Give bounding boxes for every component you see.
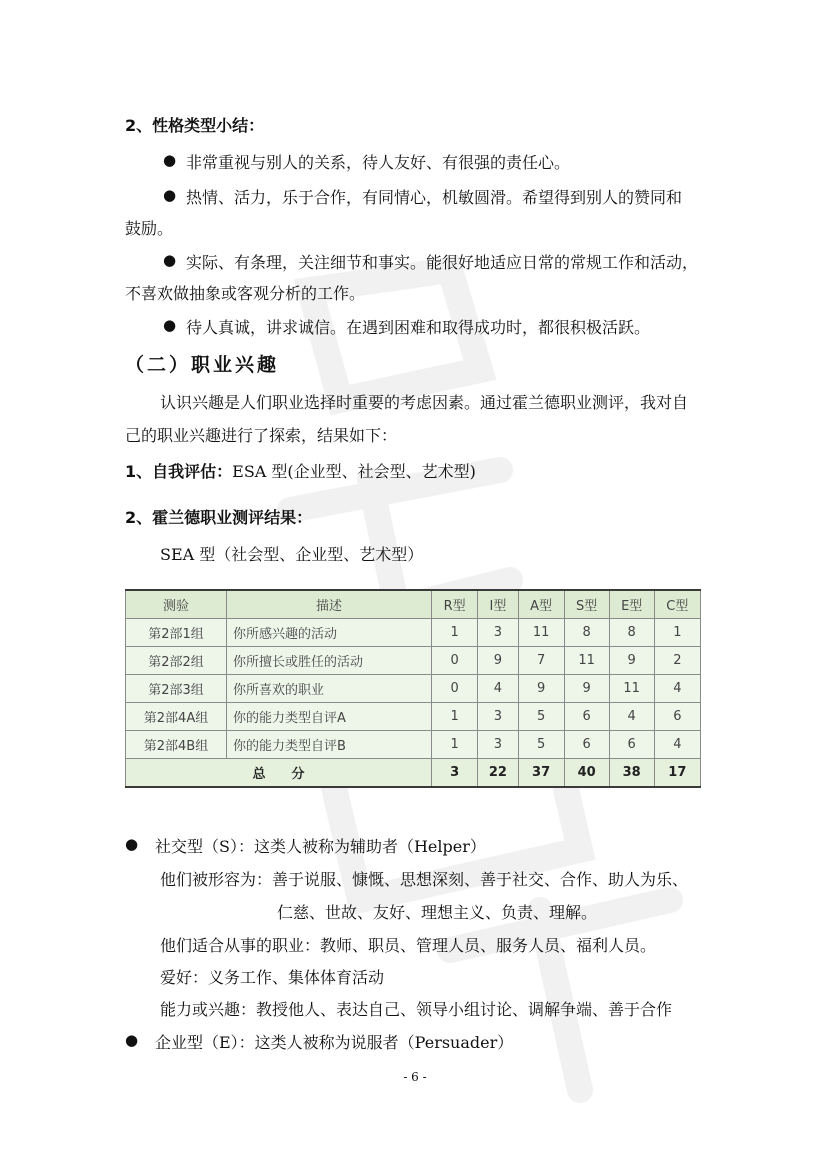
total-c: 17 [654,759,700,788]
enterprise-type-title: 企业型（E）：这类人被称为说服者（Persuader） [155,1033,514,1052]
desc-cell: 你所擅长或胜任的活动 [227,647,432,675]
score-c: 4 [654,731,700,759]
score-r: 0 [432,675,478,703]
summary-bullet-1: 非常重视与别人的关系，待人友好、有很强的责任心。 [186,153,571,172]
score-r: 1 [432,619,478,647]
score-i: 3 [478,619,518,647]
table-row [126,675,701,703]
holland-results-table [125,589,701,788]
score-s: 6 [564,703,609,731]
score-a: 11 [518,619,564,647]
summary-bullet-2-cont: 鼓励。 [125,219,174,238]
score-e: 9 [609,647,654,675]
table-row [126,731,701,759]
header-cell: C型 [654,590,700,619]
self-evaluation [125,459,476,482]
total-s: 40 [564,759,609,788]
summary-bullet-3: 实际、有条理，关注细节和事实。能很好地适应日常的常规工作和活动， [186,253,699,272]
score-c: 1 [654,619,700,647]
desc-cell: 你的能力类型自评B [227,731,432,759]
social-abilities: 能力或兴趣：教授他人、表达自己、领导小组讨论、调解争端、善于合作 [160,1000,673,1019]
score-c: 6 [654,703,700,731]
score-i: 3 [478,703,518,731]
score-i: 3 [478,731,518,759]
total-row [126,759,701,788]
desc-cell: 你的能力类型自评A [227,703,432,731]
self-eval-label: 1、自我评估： [125,462,233,481]
table-header-row [126,590,701,619]
intro-paragraph: 认识兴趣是人们职业选择时重要的考虑因素。通过霍兰德职业测评，我对自 [160,393,689,412]
header-cell: A型 [518,590,564,619]
score-r: 1 [432,731,478,759]
total-i: 22 [478,759,518,788]
bullet-dot: ● [163,251,177,269]
header-cell: I型 [478,590,518,619]
score-i: 9 [478,647,518,675]
table-row [126,619,701,647]
table-row [126,703,701,731]
total-e: 38 [609,759,654,788]
total-label: 总 分 [126,759,432,788]
summary-bullet-4: 待人真诚，讲求诚信。在遇到困难和取得成功时，都很积极活跃。 [186,318,651,337]
social-described: 他们被形容为：善于说服、慷慨、思想深刻、善于社交、合作、助人为乐、 [160,870,689,889]
summary-bullet-3-cont: 不喜欢做抽象或客观分析的工作。 [125,284,366,303]
score-c: 4 [654,675,700,703]
bullet-dot: ● [125,835,139,853]
score-e: 6 [609,731,654,759]
social-careers: 他们适合从事的职业：教师、职员、管理人员、服务人员、福利人员。 [160,936,657,955]
score-s: 6 [564,731,609,759]
section-title: （二）职业兴趣 [125,354,280,376]
summary-bullet-2: 热情、活力，乐于合作，有同情心，机敏圆滑。希望得到别人的赞同和 [186,188,683,207]
page-number: - 6 - [403,1070,427,1084]
score-r: 1 [432,703,478,731]
score-a: 7 [518,647,564,675]
holland-result: SEA 型（社会型、企业型、艺术型） [160,545,424,564]
test-cell: 第2部4B组 [126,731,227,759]
score-c: 2 [654,647,700,675]
total-a: 37 [518,759,564,788]
desc-cell: 你所感兴趣的活动 [227,619,432,647]
desc-cell: 你所喜欢的职业 [227,675,432,703]
header-cell: R型 [432,590,478,619]
score-a: 5 [518,703,564,731]
header-cell: 测验 [126,590,227,619]
score-r: 0 [432,647,478,675]
self-eval-value: ESA 型(企业型、社会型、艺术型) [232,462,476,481]
test-cell: 第2部1组 [126,619,227,647]
social-described-cont: 仁慈、世故、友好、理想主义、负责、理解。 [277,903,598,922]
score-i: 4 [478,675,518,703]
total-r: 3 [432,759,478,788]
holland-heading: 2、霍兰德职业测评结果： [125,508,313,527]
bullet-dot: ● [163,151,177,169]
score-s: 8 [564,619,609,647]
social-hobbies: 爱好：义务工作、集体体育活动 [160,968,385,987]
score-a: 9 [518,675,564,703]
score-s: 9 [564,675,609,703]
score-e: 4 [609,703,654,731]
test-cell: 第2部3组 [126,675,227,703]
score-e: 11 [609,675,654,703]
table-row [126,647,701,675]
bullet-dot: ● [125,1031,139,1049]
summary-heading: 2、性格类型小结： [125,116,265,135]
score-a: 5 [518,731,564,759]
header-cell: E型 [609,590,654,619]
test-cell: 第2部2组 [126,647,227,675]
header-cell: 描述 [227,590,432,619]
score-e: 8 [609,619,654,647]
bullet-dot: ● [163,186,177,204]
test-cell: 第2部4A组 [126,703,227,731]
score-s: 11 [564,647,609,675]
bullet-dot: ● [163,316,177,334]
social-type-title: 社交型（S）：这类人被称为辅助者（Helper） [155,837,486,856]
header-cell: S型 [564,590,609,619]
intro-paragraph-cont: 己的职业兴趣进行了探索，结果如下： [125,426,398,445]
